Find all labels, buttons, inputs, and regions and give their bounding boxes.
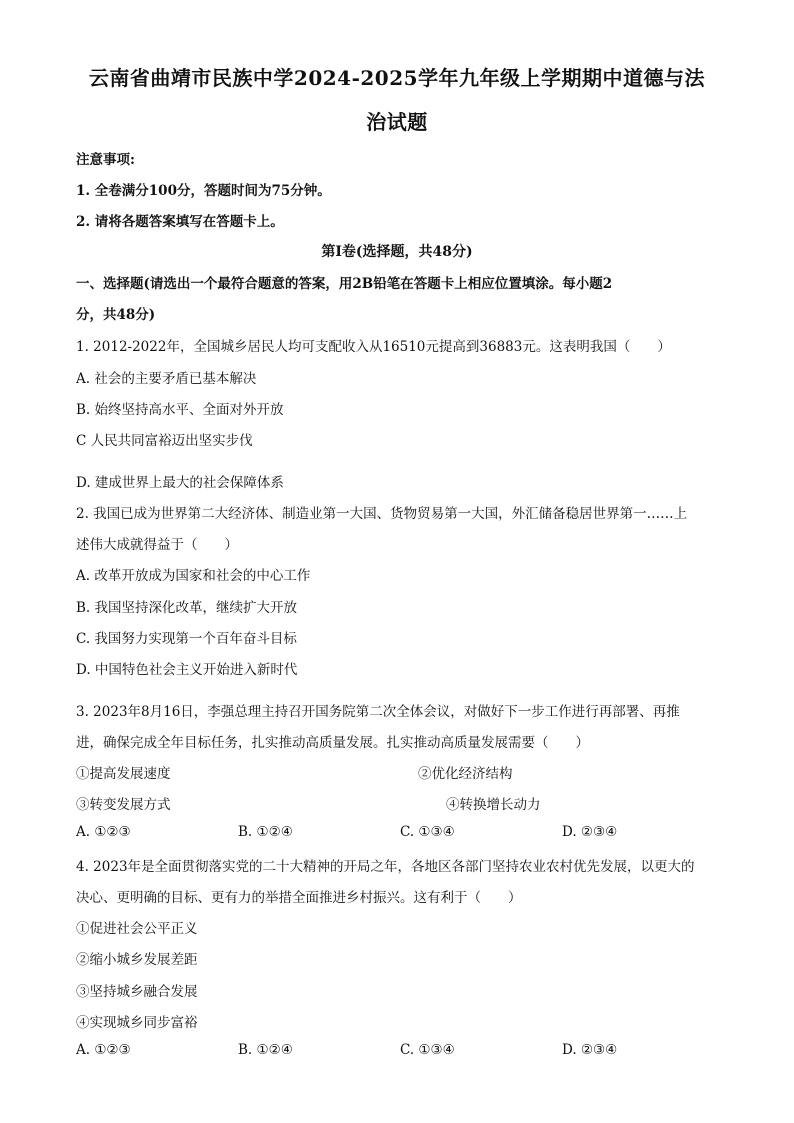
q4-option-b: B. ①②④ [238,1042,293,1058]
q4-option-d: D. ②③④ [562,1042,618,1058]
page-title-line1: 云南省曲靖市民族中学2024-2025学年九年级上学期期中道德与法 [88,66,706,90]
q3-option-d: D. ②③④ [562,824,618,840]
q2-option-a: A. 改革开放成为国家和社会的中心工作 [76,568,311,584]
part-heading: 第Ⅰ卷(选择题，共48分) [321,244,473,260]
q1-option-a: A. 社会的主要矛盾已基本解决 [76,371,257,387]
q3-stem-line1: 3. 2023年8月16日，李强总理主持召开国务院第二次全体会议，对做好下一步工作进行再部署、再推 [76,704,680,720]
page-title-line2: 治试题 [366,110,428,134]
q2-stem-line2: 述伟大成就得益于（ ） [76,537,238,553]
note-1: 1. 全卷满分100分，答题时间为75分钟。 [76,183,331,199]
q3-option-c: C. ①③④ [400,824,455,840]
section-instruction-line2: 分，共48分) [76,307,156,323]
q1-option-d: D. 建成世界上最大的社会保障体系 [76,475,284,491]
q1-stem: 1. 2012-2022年，全国城乡居民人均可支配收入从16510元提高到36883元。这表明我国（ ） [76,339,671,355]
q3-option-b: B. ①②④ [238,824,293,840]
q4-item-4: ④实现城乡同步富裕 [76,1015,198,1031]
q2-option-b: B. 我国坚持深化改革，继续扩大开放 [76,600,298,616]
q2-option-d: D. 中国特色社会主义开始进入新时代 [76,662,298,678]
q4-stem-line1: 4. 2023年是全面贯彻落实党的二十大精神的开局之年，各地区各部门坚持农业农村优先发展，以更大的 [76,859,695,875]
q3-item-1: ①提高发展速度 [76,766,171,782]
q4-item-1: ①促进社会公平正义 [76,921,198,937]
q1-option-c: C 人民共同富裕迈出坚实步伐 [76,433,253,449]
q3-option-a: A. ①②③ [76,824,131,840]
q4-item-3: ③坚持城乡融合发展 [76,984,198,1000]
note-2: 2. 请将各题答案填写在答题卡上。 [76,214,284,230]
q4-stem-line2: 决心、更明确的目标、更有力的举措全面推进乡村振兴。这有利于（ ） [76,890,522,906]
q4-option-c: C. ①③④ [400,1042,455,1058]
q3-item-4: ④转换增长动力 [446,797,541,813]
q3-item-3: ③转变发展方式 [76,797,171,813]
section-instruction-line1: 一、选择题(请选出一个最符合题意的答案，用2B铅笔在答题卡上相应位置填涂。每小题2 [76,276,613,292]
q1-option-b: B. 始终坚持高水平、全面对外开放 [76,402,284,418]
notes-heading: 注意事项: [76,152,135,168]
q2-stem-line1: 2. 我国已成为世界第二大经济体、制造业第一大国、货物贸易第一大国，外汇储备稳居世界第一……上 [76,506,688,522]
q4-item-2: ②缩小城乡发展差距 [76,952,198,968]
q4-option-a: A. ①②③ [76,1042,131,1058]
q3-stem-line2: 进，确保完成全年目标任务，扎实推动高质量发展。扎实推动高质量发展需要（ ） [76,735,589,751]
q2-option-c: C. 我国努力实现第一个百年奋斗目标 [76,631,297,647]
q3-item-2: ②优化经济结构 [418,766,513,782]
